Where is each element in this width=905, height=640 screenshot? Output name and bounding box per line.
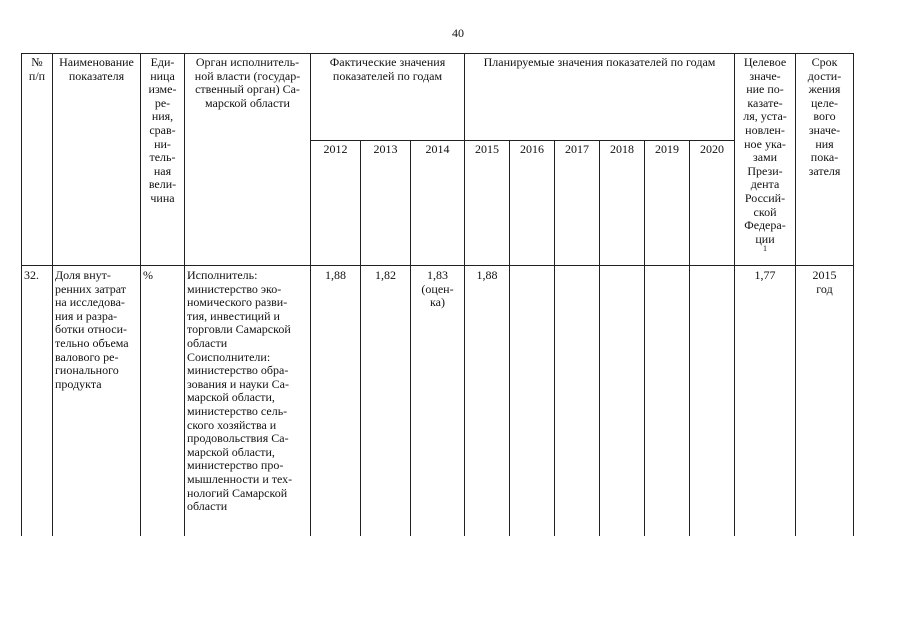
- header-unit: Еди- ница изме- ре- ния, срав- ни- тель- ная вели- чина: [141, 54, 185, 266]
- header-achievement-term: Срок дости- жения целе- вого значе- ния пока- зателя: [796, 54, 854, 266]
- indicator-table: [21, 53, 854, 536]
- header-target-value: Целевое значе- ние по- казате- ля, уста- новлен- ное ука- зами Прези- дента Россий- ской Федера- ции $^1$: [735, 54, 796, 266]
- year-2020-header: 2020: [690, 141, 735, 266]
- row-number: 32.: [22, 266, 53, 536]
- year-2014-header: 2014: [411, 141, 465, 266]
- value-2012: 1,88: [311, 266, 361, 536]
- year-2016-header: 2016: [510, 141, 555, 266]
- value-2018: [600, 266, 645, 536]
- value-2013: 1,82: [361, 266, 411, 536]
- value-2017: [555, 266, 600, 536]
- target-value: 1,77: [735, 266, 796, 536]
- header-number: № п/п: [22, 54, 53, 266]
- year-2015-header: 2015: [465, 141, 510, 266]
- year-2019-header: 2019: [645, 141, 690, 266]
- year-2018-header: 2018: [600, 141, 645, 266]
- estimate-note: (оцен-: [421, 281, 454, 296]
- value-2020: [690, 266, 735, 536]
- year-2017-header: 2017: [555, 141, 600, 266]
- header-actual-values: Фактические значения показателей по годам: [311, 54, 465, 141]
- achievement-term: 2015 год: [796, 266, 854, 536]
- header-indicator-name: Наименование показателя: [53, 54, 141, 266]
- value-2014: 1,83 (оцен- ка): [411, 266, 465, 536]
- header-planned-values: Планируемые значения показателей по годам: [465, 54, 735, 141]
- year-2013-header: 2013: [361, 141, 411, 266]
- header-executive-body: Орган исполнитель- ной власти (государ- ственный орган) Са- марской области: [185, 54, 311, 266]
- value-2015: 1,88: [465, 266, 510, 536]
- year-2012-header: 2012: [311, 141, 361, 266]
- unit-value: %: [141, 266, 185, 536]
- page-number: 40: [452, 26, 464, 40]
- value-2016: [510, 266, 555, 536]
- executive-bodies: Исполнитель: министерство эко- номического разви- тия, инвестиций и торговли Самарской области Соисполнители: министерство обра- зования и науки Са- марской области, министерство сель- ского хозяйства и продовольствия Са- марской области, министерство про- мышленности и тех- нологий Самарской области: [185, 266, 311, 536]
- footnote-marker: 1: [763, 244, 767, 254]
- value-2019: [645, 266, 690, 536]
- indicator-name: Доля внут- ренних затрат на исследова- ния и разра- ботки относи- тельно объема валового ре- гионального продукта: [53, 266, 141, 536]
